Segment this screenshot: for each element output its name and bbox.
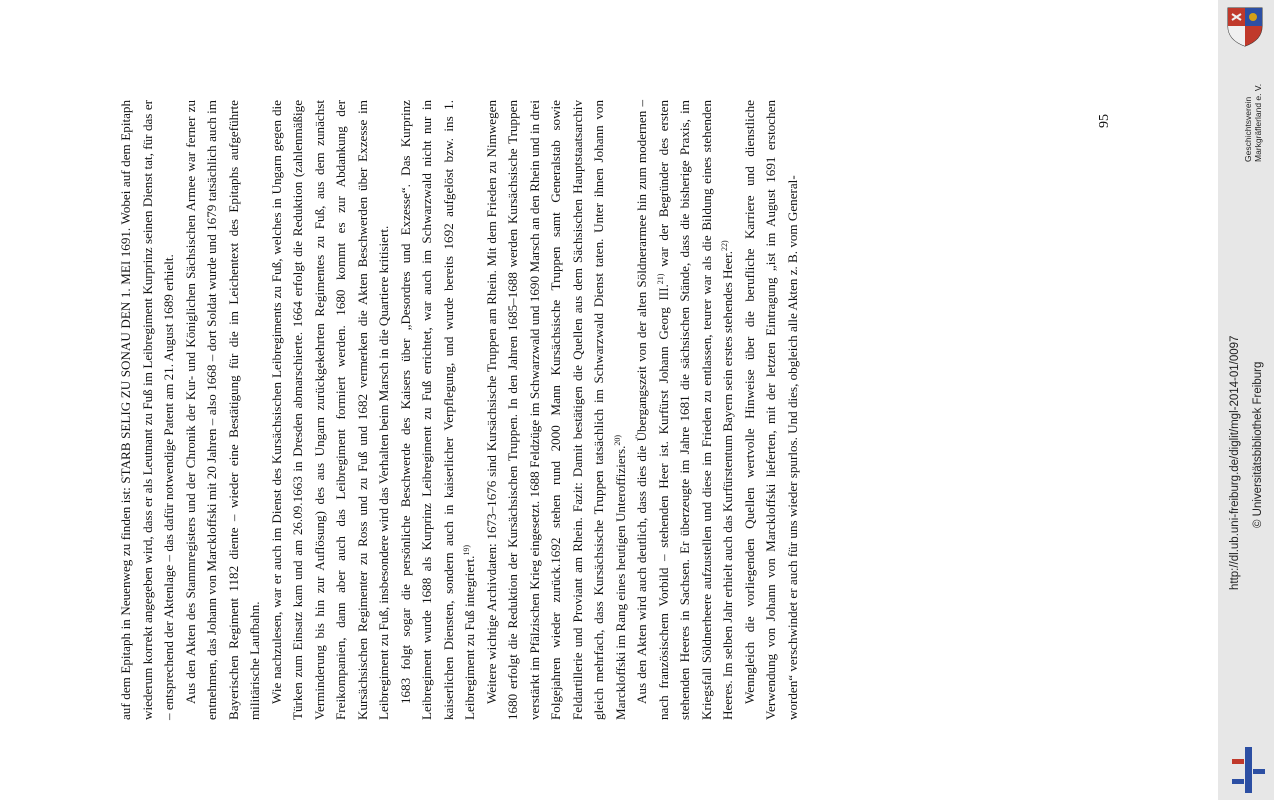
society-name	[1243, 84, 1263, 162]
footnote-ref: 22)	[720, 240, 729, 251]
document-page	[115, 100, 1075, 720]
paragraph: Wenngleich die vorliegenden Quellen wertvolle Hinweise über die berufliche Karriere und dienstliche Verwendung von Johann von Marckloffski lieferten, mit der letzten Eintragung „ist im August 1691 erstochen worden“ verschwindet er auch für uns wieder spurlos. Und dies, obgleich alle Akten z. B. vom General-	[741, 100, 800, 720]
paragraph: 1683 folgt sogar die persönliche Beschwerde des Kaisers über „Desordres und Exzesse“. Das Kurprinz Leibregiment wurde 1688 als Kurprinz Leibregiment zu Fuß errichtet, war auch im Schwarzwald nicht nur in kaiserlichen Diensten, sondern auch in kaiserlicher Verpflegung, und wurde bereits 1692 aufgelöst bzw. ins 1. Leibregiment zu Fuß integriert.$^{19)}$	[397, 100, 477, 720]
university-library-logo-icon	[1228, 745, 1268, 795]
page-number: 95	[1097, 114, 1112, 128]
paragraph: Aus den Akten des Stammregisters und der Chronik der Kur- und Königlichen Sächsischen Armee war ferner zu entnehmen, das Johann von Marckloffski mit 20 Jahren – also 1668 – dort Soldat wurde und 1679 tatsächlich auch im Bayerischen Regiment 1182 diente – wieder eine Bestätigung für die im Leichentext des Epitaphs aufgeführte militärische Laufbahn.	[182, 100, 262, 720]
footnote-ref: 21)	[655, 273, 665, 285]
copyright-notice: © Universitätsbibliothek Freiburg	[1252, 361, 1264, 528]
paragraph: Wie nachzulesen, war er auch im Dienst des Kursächsischen Leibregiments zu Fuß, welches in Ungarn gegen die Türken zum Einsatz kam und am 26.09.1663 in Dresden abmarschierte. 1664 erfolgt die Reduktion (zahlenmäßige Verminderung bis hin zur Auflösung) des aus Ungarn zurückgekehrten Regimentes zu Fuß, aus dem zunächst Freikompanien, dann aber auch das Leibregiment formiert werden. 1680 kommt es zur Abdankung der Kursächsischen Regimenter zu Ross und zu Fuß und 1682 vermerken die Akten Beschwerden über Exzesse im Leibregiment zu Fuß, insbesondere wird das Verhalten beim Marsch in die Quartiere kritisiert.	[268, 100, 391, 720]
paragraph: auf dem Epitaph in Neuenweg zu finden ist: STARB SELIG ZU SONAU DEN 1. MEI 1691. Wobei auf dem Epitaph wiederum korrekt angegeben wird, dass er als Leutnant zu Fuß im Leibregiment Kurprinz seinen Dienst tat, für das er – entsprechend der Aktenlage – das dafür notwendige Patent am 21. August 1689 erhielt.	[118, 100, 176, 720]
footnote-ref: 19)	[462, 544, 471, 556]
society-line: Geschichtsverein	[1243, 96, 1253, 162]
source-url-link[interactable]: http://dl.ub.uni-freiburg.de/diglit/mgl-2014-01/0097	[1229, 335, 1241, 590]
paragraph: Aus den Akten wird auch deutlich, dass dies die Übergangszeit von der alten Söldnerarmee hin zum modernen – nach französischem Vorbild – stehenden Heer ist. Kurfürst Johann Georg III.$^{21)}$ war der Begründer des ersten stehenden Heeres in Sachsen. Er überzeugte im Jahre 1681 die sächsischen Stände, dass die bisherige Praxis, im Kriegsfall Söldnerheere aufzustellen und diese im Frieden zu entlassen, teurer war als die Bildung eines stehenden Heeres. Im selben Jahr erhielt auch das Kurfürstentum Bayern sein erstes stehendes Heer.$^{22)}$	[634, 100, 735, 720]
society-line: Markgräflerland e. V.	[1253, 83, 1263, 162]
coat-of-arms-icon	[1222, 6, 1268, 48]
footnote-ref: 20)	[612, 434, 622, 446]
paragraph: Weitere wichtige Archivdaten: 1673–1676 sind Kursächsische Truppen am Rhein. Mit dem Frieden zu Nimwegen 1680 erfolgt die Reduktion der Kursächsischen Truppen. In den Jahren 1685–1688 werden Kursächsische Truppen verstärkt im Pfälzischen Krieg eingesetzt. 1688 Feldzüge im Schwarzwald und 1690 Marsch an den Rhein und in drei Folgejahren wieder zurück.1692 stehen rund 2000 Mann Kursächsische Truppen samt Generalstab sowie Feldartillerie und Proviant am Rhein. Fazit: Damit bestätigen die Quellen aus dem Sächsischen Hauptstaatsarchiv gleich mehrfach, dass Kursächsische Truppen tatsächlich im Schwarzwald Dienst taten. Unter ihnen Johann von Marckloffski im Rang eines heutigen Unteroffiziers.$^{20)}$	[483, 100, 628, 720]
